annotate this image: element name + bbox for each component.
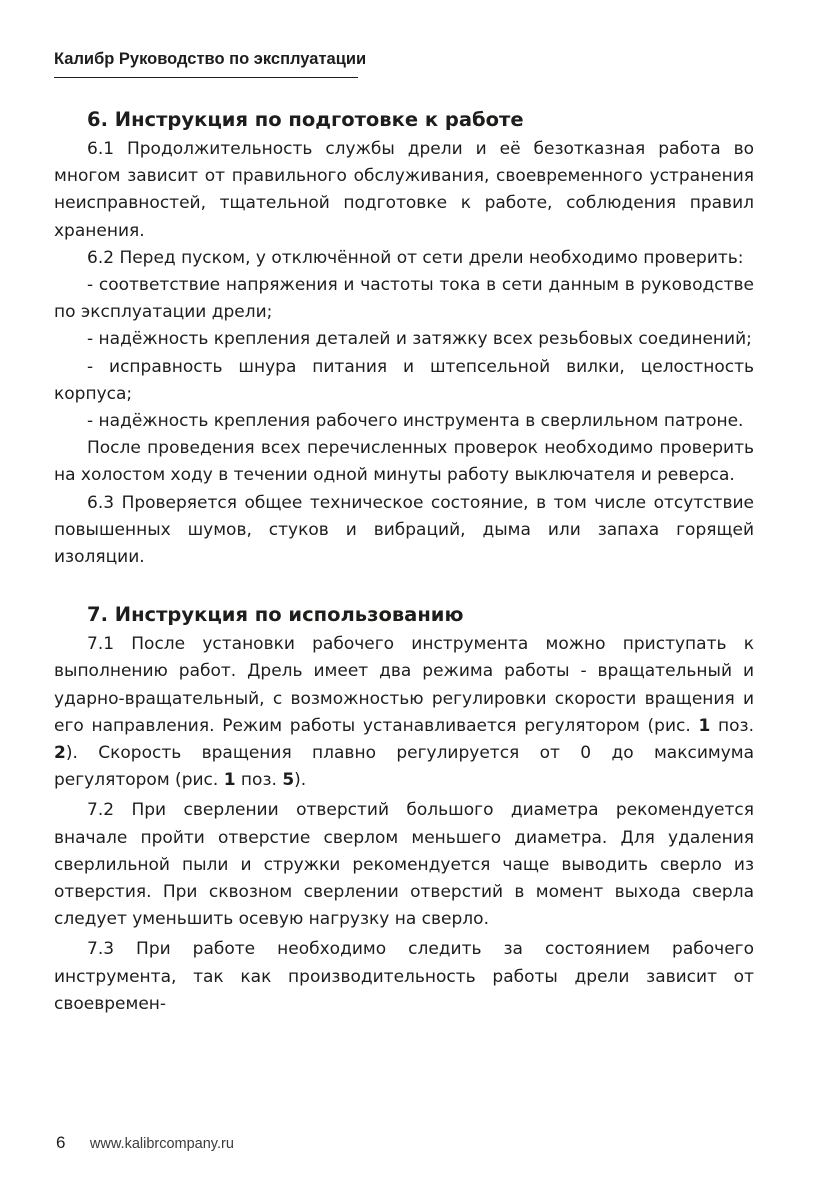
- running-header: Калибр Руководство по эксплуатации: [54, 50, 367, 68]
- paragraph-idle-test: После проведения всех перечисленных проверок необходимо проверить на холостом ходу в течении одной минуты работу выключателя и реверса.: [54, 438, 754, 486]
- paragraph-7-1-text-c: ). Скорость вращения плавно регулируется от 0 до максимума регулятором (рис.: [54, 743, 754, 791]
- figure-ref-1: 1: [698, 715, 711, 736]
- page-footer: [56, 1133, 234, 1153]
- website-url: www.kalibrcompany.ru: [89, 1136, 234, 1152]
- check-item-chuck: - надёжность крепления рабочего инструмента в сверлильном патроне.: [87, 411, 744, 432]
- paragraph-6-1: 6.1 Продолжительность службы дрели и её безотказная работа во многом зависит от правильного обслуживания, своевременного устранения неисправностей, тщательной подготовке к работе, соблюдения правил хранения.: [54, 139, 754, 241]
- paragraph-7-1-text-b: поз.: [710, 715, 754, 736]
- paragraph-7-1: [54, 631, 754, 794]
- paragraph-6-3: 6.3 Проверяется общее техническое состояние, в том числе отсутствие повышенных шумов, стуков и вибраций, дыма или запаха горящей изоляции.: [54, 492, 754, 568]
- paragraph-7-1-text-d: поз.: [235, 770, 283, 791]
- paragraph-7-1-text-e: ).: [294, 770, 307, 791]
- page-content: [54, 104, 754, 1018]
- paragraph-6-2: 6.2 Перед пуском, у отключённой от сети дрели необходимо проверить:: [87, 247, 744, 268]
- position-ref-5: 5: [282, 770, 295, 791]
- check-item-voltage: - соответствие напряжения и частоты тока в сети данным в руководстве по эксплуатации дрели;: [54, 275, 754, 323]
- section-6-heading: 6. Инструкция по подготовке к работе: [87, 108, 524, 131]
- check-item-fastening: - надёжность крепления деталей и затяжку всех резьбовых соединений;: [87, 329, 752, 350]
- paragraph-7-1-text-a: 7.1 После установки рабочего инструмента можно приступать к выполнению работ. Дрель имеет два режима работы - вращательный и ударно-вращательный, с возможностью регулировки скорости вращения и его направления. Режим работы устанавливается регулятором (рис.: [54, 634, 754, 736]
- header-divider: [54, 77, 358, 78]
- paragraph-7-2: 7.2 При сверлении отверстий большого диаметра рекомендуется вначале пройти отверстие сверлом меньшего диаметра. Для удаления сверлильной пыли и стружки рекомендуется чаще выводить сверло из отверстия. При сквозном сверлении отверстий в момент выхода сверла следует уменьшить осевую нагрузку на сверло.: [54, 800, 754, 930]
- check-item-cord: - исправность шнура питания и штепсельной вилки, целостность корпуса;: [54, 356, 754, 404]
- section-7-heading: 7. Инструкция по использованию: [87, 603, 464, 627]
- paragraph-7-3: 7.3 При работе необходимо следить за состоянием рабочего инструмента, так как производительность работы дрели зависит от своевремен-: [54, 939, 754, 1014]
- page-number: 6: [56, 1133, 66, 1152]
- figure-ref-1-second: 1: [223, 770, 236, 791]
- position-ref-2: 2: [54, 743, 66, 764]
